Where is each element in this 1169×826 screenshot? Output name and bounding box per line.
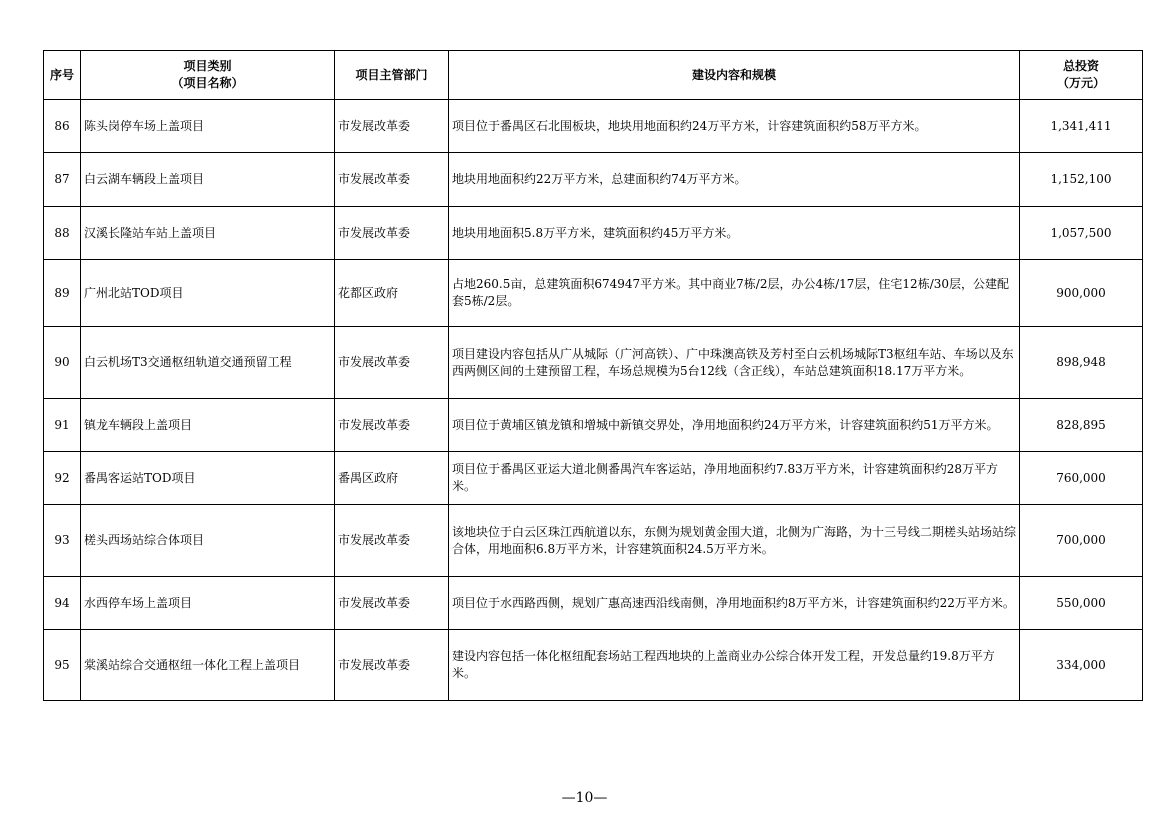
header-category-line1: 项目类别 — [183, 59, 232, 73]
header-category-line2: （项目名称） — [171, 76, 244, 90]
row-dept: 市发展改革委 — [335, 207, 449, 260]
project-table-container — [43, 50, 1142, 701]
row-no: 92 — [44, 452, 81, 505]
row-no: 90 — [44, 327, 81, 399]
row-content: 地块用地面积5.8万平方米，建筑面积约45万平方米。 — [449, 207, 1020, 260]
row-dept: 市发展改革委 — [335, 327, 449, 399]
row-investment: 550,000 — [1020, 577, 1143, 630]
row-project-name: 槎头西场站综合体项目 — [81, 505, 335, 577]
row-no: 87 — [44, 153, 81, 207]
row-content: 项目位于水西路西侧，规划广惠高速西沿线南侧，净用地面积约8万平方米，计容建筑面积约22万平方米。 — [449, 577, 1020, 630]
header-no: 序号 — [44, 51, 81, 100]
row-no: 94 — [44, 577, 81, 630]
row-project-name: 陈头岗停车场上盖项目 — [81, 100, 335, 153]
row-no: 95 — [44, 630, 81, 701]
header-dept: 项目主管部门 — [335, 51, 449, 100]
header-category — [81, 51, 335, 100]
table-row — [44, 153, 1143, 207]
table-row — [44, 207, 1143, 260]
table-row — [44, 100, 1143, 153]
header-investment-line2: （万元） — [1056, 76, 1105, 90]
row-project-name: 番禺客运站TOD项目 — [81, 452, 335, 505]
row-dept: 市发展改革委 — [335, 577, 449, 630]
row-content: 项目位于番禺区亚运大道北侧番禺汽车客运站，净用地面积约7.83万平方米，计容建筑面积约28万平方米。 — [449, 452, 1020, 505]
row-investment: 1,341,411 — [1020, 100, 1143, 153]
project-table — [43, 50, 1143, 701]
row-project-name: 广州北站TOD项目 — [81, 260, 335, 327]
header-investment — [1020, 51, 1143, 100]
row-content: 项目位于黄埔区镇龙镇和增城中新镇交界处，净用地面积约24万平方米，计容建筑面积约51万平方米。 — [449, 399, 1020, 452]
row-project-name: 水西停车场上盖项目 — [81, 577, 335, 630]
row-no: 93 — [44, 505, 81, 577]
row-no: 88 — [44, 207, 81, 260]
header-investment-line1: 总投资 — [1062, 59, 1099, 73]
row-content: 项目建设内容包括从广从城际（广河高铁）、广中珠澳高铁及芳村至白云机场城际T3枢纽车站、车场以及东西两侧区间的土建预留工程，车场总规模为5台12线（含正线），车站总建筑面积18.17万平方米。 — [449, 327, 1020, 399]
row-dept: 市发展改革委 — [335, 399, 449, 452]
row-dept: 番禺区政府 — [335, 452, 449, 505]
table-row — [44, 260, 1143, 327]
row-project-name: 白云湖车辆段上盖项目 — [81, 153, 335, 207]
row-investment: 900,000 — [1020, 260, 1143, 327]
row-content: 占地260.5亩，总建筑面积674947平方米。其中商业7栋/2层，办公4栋/17层，住宅12栋/30层，公建配套5栋/2层。 — [449, 260, 1020, 327]
row-content: 地块用地面积约22万平方米，总建面积约74万平方米。 — [449, 153, 1020, 207]
table-row — [44, 452, 1143, 505]
row-dept: 市发展改革委 — [335, 630, 449, 701]
row-dept: 市发展改革委 — [335, 505, 449, 577]
row-project-name: 白云机场T3交通枢纽轨道交通预留工程 — [81, 327, 335, 399]
row-content: 该地块位于白云区珠江西航道以东，东侧为规划黄金围大道，北侧为广海路，为十三号线二期槎头站场站综合体，用地面积6.8万平方米，计容建筑面积24.5万平方米。 — [449, 505, 1020, 577]
table-row — [44, 577, 1143, 630]
header-content: 建设内容和规模 — [449, 51, 1020, 100]
row-no: 89 — [44, 260, 81, 327]
row-dept: 花都区政府 — [335, 260, 449, 327]
row-dept: 市发展改革委 — [335, 100, 449, 153]
row-investment: 898,948 — [1020, 327, 1143, 399]
page-number: —10— — [561, 790, 608, 806]
table-header-row — [44, 51, 1143, 100]
row-project-name: 汉溪长隆站车站上盖项目 — [81, 207, 335, 260]
row-content: 建设内容包括一体化枢纽配套场站工程西地块的上盖商业办公综合体开发工程，开发总量约19.8万平方米。 — [449, 630, 1020, 701]
row-project-name: 镇龙车辆段上盖项目 — [81, 399, 335, 452]
row-project-name: 棠溪站综合交通枢纽一体化工程上盖项目 — [81, 630, 335, 701]
table-row — [44, 630, 1143, 701]
row-investment: 334,000 — [1020, 630, 1143, 701]
row-dept: 市发展改革委 — [335, 153, 449, 207]
row-no: 86 — [44, 100, 81, 153]
row-investment: 1,152,100 — [1020, 153, 1143, 207]
row-investment: 1,057,500 — [1020, 207, 1143, 260]
row-investment: 760,000 — [1020, 452, 1143, 505]
row-content: 项目位于番禺区石北围板块，地块用地面积约24万平方米，计容建筑面积约58万平方米。 — [449, 100, 1020, 153]
table-row — [44, 505, 1143, 577]
table-row — [44, 327, 1143, 399]
row-investment: 700,000 — [1020, 505, 1143, 577]
row-investment: 828,895 — [1020, 399, 1143, 452]
row-no: 91 — [44, 399, 81, 452]
table-row — [44, 399, 1143, 452]
